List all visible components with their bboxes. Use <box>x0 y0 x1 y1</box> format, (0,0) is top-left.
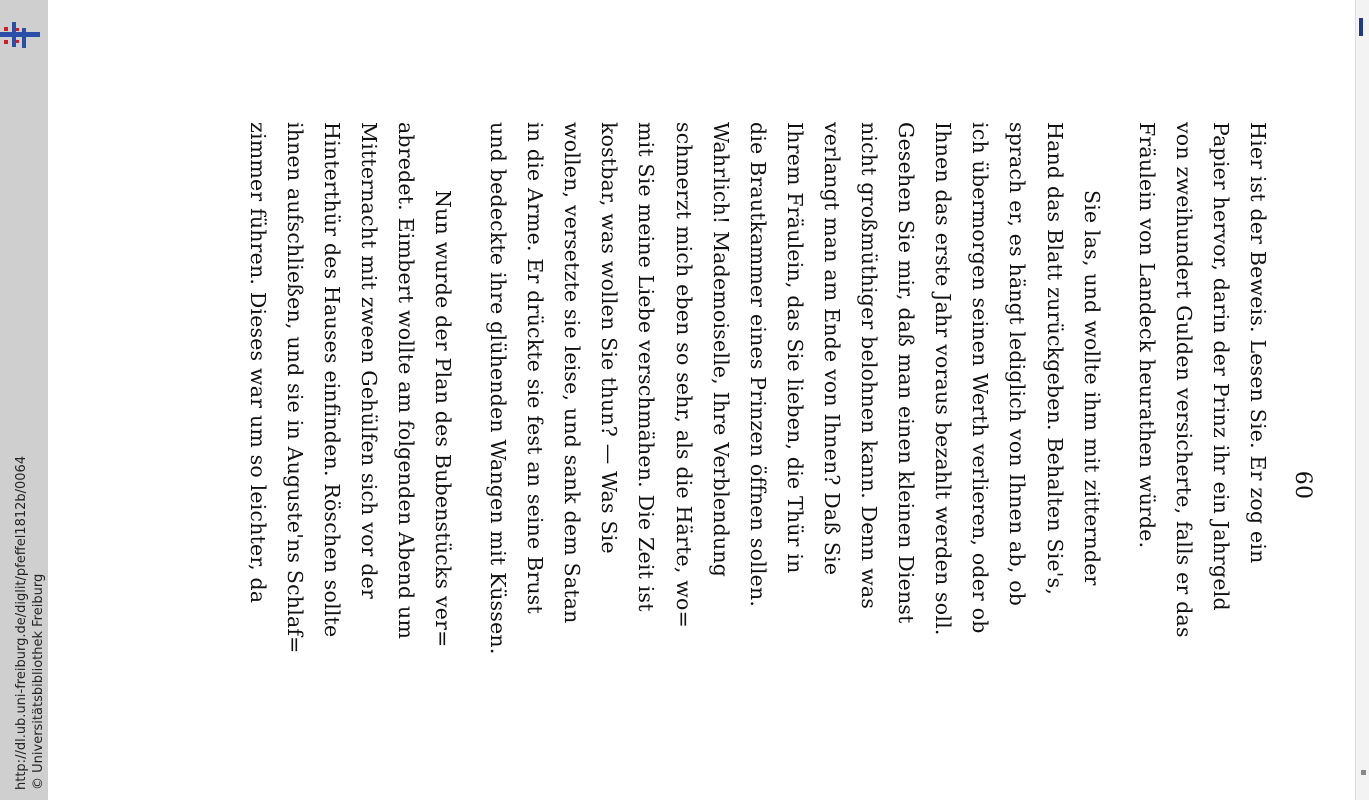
text-line: die Brautkammer eines Prinzen öffnen sollen. <box>745 122 770 608</box>
edge-dot-icon <box>1361 770 1366 775</box>
page-text <box>198 122 1315 688</box>
university-logo-icon[interactable] <box>0 0 44 52</box>
text-line: in die Arme. Er drückte sie fest an seine Brust <box>523 122 548 614</box>
text-line: Gesehen Sie mir, daß man einen kleinen Dienst <box>894 122 919 624</box>
page-number: 60 <box>1290 470 1315 500</box>
text-line: zimmer führen. Dieses war um so leichter, da <box>245 122 270 604</box>
viewer-right-edge <box>1355 0 1369 800</box>
text-line <box>461 122 479 688</box>
text-line: Sie las, und wollte ihm mit zitternder <box>1079 190 1104 586</box>
text-line: Ihnen das erste Jahr voraus bezahlt werden soll. <box>931 122 956 636</box>
text-line: ich übermorgen seinen Werth verlieren, oder ob <box>968 122 993 634</box>
document-url[interactable]: http://dl.ub.uni-freiburg.de/diglit/pfeffel1812b/0064 <box>14 455 29 790</box>
text-lines <box>238 122 1276 688</box>
copyright-notice: © Universitätsbibliothek Freiburg <box>31 573 46 790</box>
document-url-block <box>13 456 47 790</box>
text-line: Hinterthür des Hauses einfinden. Röschen sollte <box>319 122 344 638</box>
text-line: Hand das Blatt zurückgeben. Behalten Sie's, <box>1042 122 1067 596</box>
text-line: wollen, versetzte sie leise, und sank dem Satan <box>560 122 585 624</box>
text-line: schmerzt mich eben so sehr, als die Härte, wo= <box>671 122 696 628</box>
text-line: Fräulein von Landeck heurathen würde. <box>1134 122 1159 549</box>
text-line: mit Sie meine Liebe verschmähen. Die Zeit ist <box>634 122 659 612</box>
text-line: Papier hervor, darin der Prinz ihr ein Jahrgeld <box>1208 122 1233 611</box>
text-line: Mitternacht mit zween Gehülfen sich vor der <box>356 122 381 599</box>
text-line: kostbar, was wollen Sie thun? — Was Sie <box>597 122 622 554</box>
text-line: nicht großmüthiger belohnen kann. Denn was <box>857 122 882 610</box>
text-line: verlangt man am Ende von Ihnen? Daß Sie <box>819 122 844 576</box>
text-line: und bedeckte ihre glühenden Wangen mit Küssen. <box>486 122 511 655</box>
text-line: abredet. Eimbert wollte am folgenden Abend um <box>393 122 418 640</box>
scanned-page <box>48 0 1356 800</box>
text-line: ihnen aufschließen, und sie in Auguste'ns Schlaf= <box>282 122 307 654</box>
text-line: von zweihundert Gulden versicherte, falls er das <box>1171 122 1196 638</box>
edge-marker-icon <box>1359 18 1363 36</box>
viewer-sidebar <box>0 0 49 800</box>
text-line <box>1110 122 1128 688</box>
text-line: Ihrem Fräulein, das Sie lieben, die Thür in <box>782 122 807 574</box>
text-line: Nun wurde der Plan des Bubenstücks ver= <box>431 190 456 648</box>
text-line: sprach er, es hängt lediglich von Ihnen ab, ob <box>1005 122 1030 607</box>
text-line: Hier ist der Beweis. Lesen Sie. Er zog ein <box>1246 122 1270 564</box>
text-line: Wahrlich! Mademoiselle, Ihre Verblendung <box>708 122 733 578</box>
